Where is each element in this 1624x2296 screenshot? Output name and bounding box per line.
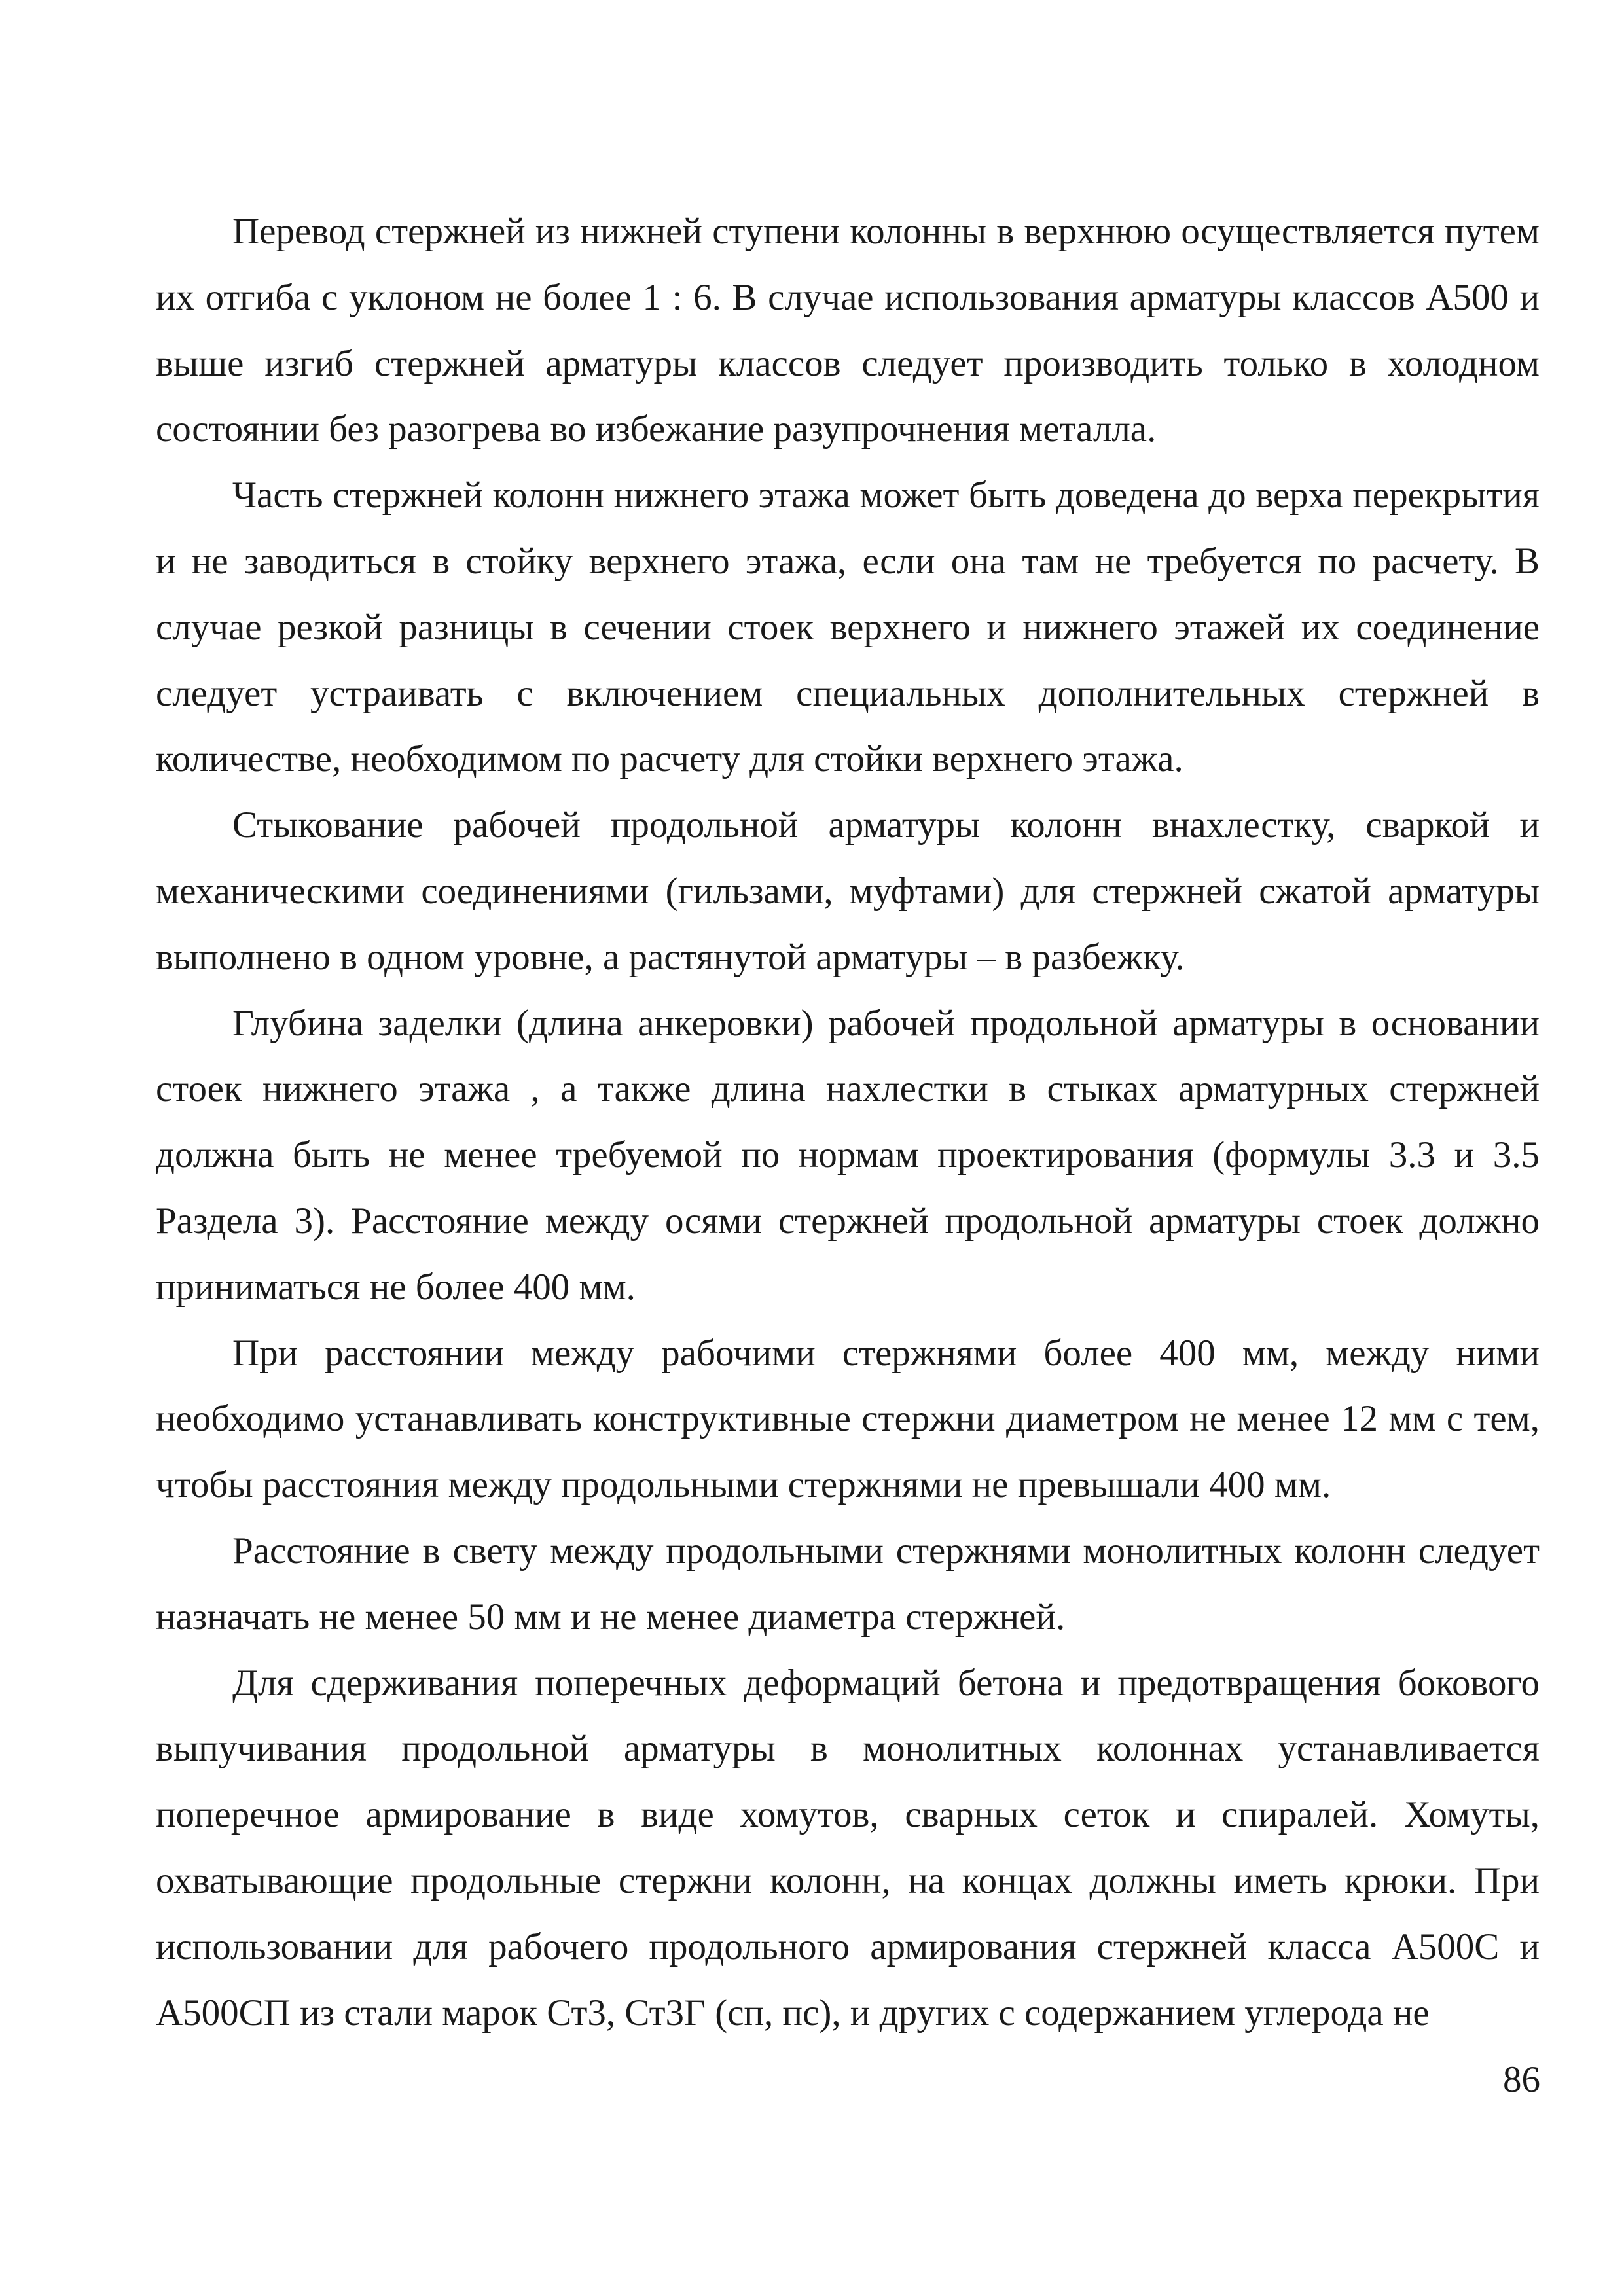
page-number: 86 [1503,2059,1540,2100]
paragraph-7: Для сдерживания поперечных деформаций бетона и предотвращения бокового выпучивания продольной арматуры в монолитных колоннах устанавливается поперечное армирование в виде хомутов, сварных сеток и спиралей. Хомуты, охватывающие продольные стержни колонн, на концах должны иметь крюки. При использовании для рабочего продольного армирования стержней класса А500С и А500СП из стали марок Ст3, Ст3Г (сп, пс), и других с содержанием углерода не [156,1662,1540,2034]
paragraph-2: Часть стержней колонн нижнего этажа может быть доведена до верха перекрытия и не заводиться в стойку верхнего этажа, если она там не требуется по расчету. В случае резкой разницы в сечении стоек верхнего и нижнего этажей их соединение следует устраивать с включением специальных дополнительных стержней в количестве, необходимом по расчету для стойки верхнего этажа. [156,475,1540,780]
body-text [156,199,1540,2046]
paragraph-1: Перевод стержней из нижней ступени колонны в верхнюю осуществляется путем их отгиба с уклоном не более 1 : 6. В случае использования арматуры классов А500 и выше изгиб стержней арматуры классов следует производить только в холодном состоянии без разогрева во избежание разупрочнения металла. [156,211,1540,450]
paragraph-3: Стыкование рабочей продольной арматуры колонн внахлестку, сваркой и механическими соединениями (гильзами, муфтами) для стержней сжатой арматуры выполнено в одном уровне, а растянутой арматуры – в разбежку. [156,804,1540,978]
paragraph-6: Расстояние в свету между продольными стержнями монолитных колонн следует назначать не менее 50 мм и не менее диаметра стержней. [156,1530,1540,1638]
paragraph-4: Глубина заделки (длина анкеровки) рабочей продольной арматуры в основании стоек нижнего этажа , а также длина нахлестки в стыках арматурных стержней должна быть не менее требуемой по нормам проектирования (формулы 3.3 и 3.5 Раздела 3). Расстояние между осями стержней продольной арматуры стоек должно приниматься не более 400 мм. [156,1002,1540,1308]
paragraph-5: При расстоянии между рабочими стержнями более 400 мм, между ними необходимо устанавливать конструктивные стержни диаметром не менее 12 мм с тем, чтобы расстояния между продольными стержнями не превышали 400 мм. [156,1332,1540,1506]
